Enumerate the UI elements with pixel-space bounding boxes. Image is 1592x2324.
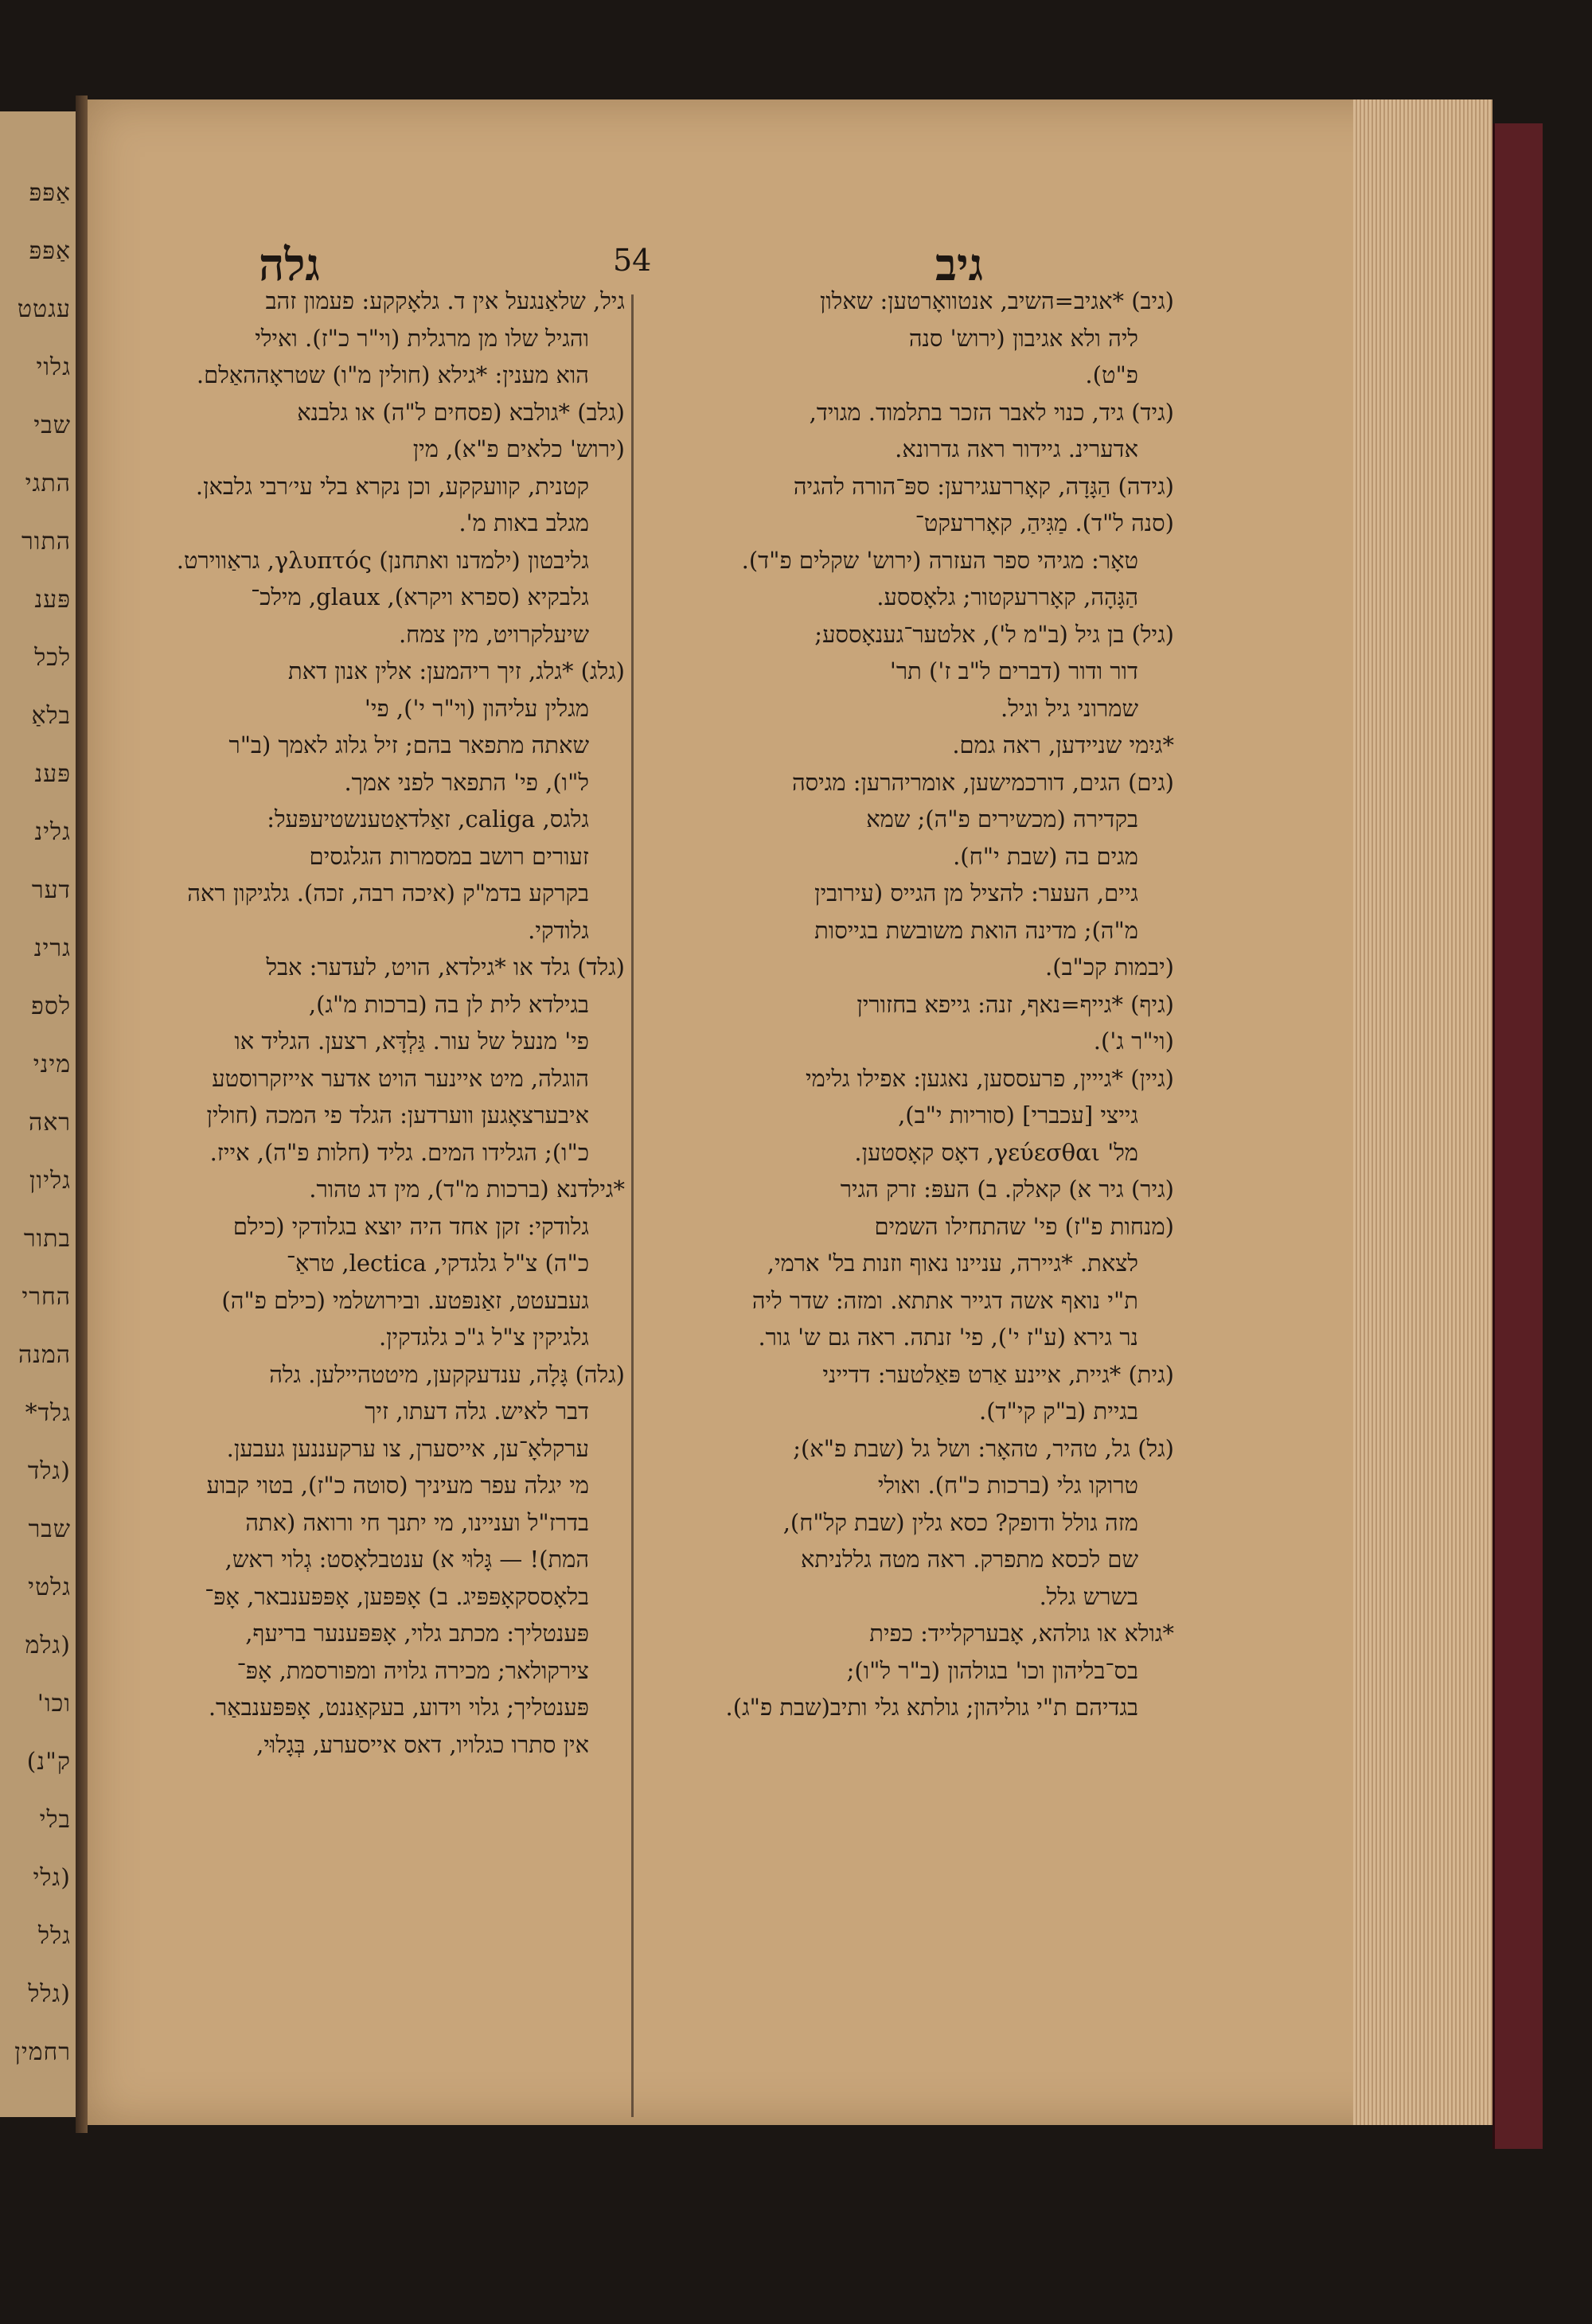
right-column-line: בגדיהם ת"י גוליהון; גולתא גלי ותיב(שבת פ"ג). <box>725 1694 1138 1721</box>
left-column-line: כ"ה) צ"ל גלגדקי, lectica, טראַ־ <box>286 1250 589 1277</box>
margin-fragment: מיני <box>33 1051 71 1078</box>
left-column-line: קטנית, קוועקקע, וכן נקרא בלי עי׳רבי גלבאן. <box>195 472 589 500</box>
left-column-line: געבעטט, זאַנפּטע. ובירושלמי (כילם פ"ה) <box>221 1286 589 1314</box>
left-column-line: דבר לאיש. גלה דעתו, זיך <box>365 1398 589 1425</box>
right-column-line: גייצי [עכברי] (סוריות י"ב), <box>898 1102 1138 1129</box>
right-column-line: (סנה ל"ד). מַגִּיהַ, קאָררעקט־ <box>915 509 1174 536</box>
margin-fragment: שבר <box>28 1515 71 1543</box>
margin-fragment: (גלמ <box>25 1632 71 1659</box>
left-column-line: איבערצאָגען ווערדען: הגלד פי המכה (חולין <box>206 1102 589 1129</box>
margin-fragment: אַפּפּ <box>29 179 71 207</box>
left-column-line: ל"ו), פי' התפאר לפני אמך. <box>344 768 589 796</box>
left-column-line: כ"ו); הגלידו המים. גליד (חלות פ"ה), אייז. <box>209 1138 589 1166</box>
margin-fragment: גלוי <box>36 353 71 381</box>
margin-fragment: בתור <box>23 1225 71 1253</box>
left-column-line: (ירוש' כלאים פ"א), מין <box>412 435 625 462</box>
page-stack-edge <box>1353 99 1492 2125</box>
margin-fragment: (גלל <box>28 1980 71 2008</box>
left-column-line: המת)! — גָּלוּי א) ענטבלאָסט: גְלוי ראש, <box>224 1546 589 1573</box>
left-column-line: שיעלקרויט, מין צמח. <box>398 620 589 648</box>
right-column-line: דור ודור (דברים ל"ב ז') תר' <box>889 657 1138 684</box>
margin-fragment: בלי <box>39 1806 71 1834</box>
left-column-line: גלודקי. <box>528 916 589 944</box>
left-column-line: פּענטליך: מכתב גלוי, אָפּפּענער בריעף, <box>245 1620 589 1647</box>
left-column-line: בקרקע בדמ"ק (איכה רבה, זכה). גלגיקון ראה <box>187 879 589 907</box>
right-column-line: (גל) גל, טהיר, טהאָר: ושל גל (שבת פ"א); <box>793 1434 1174 1462</box>
right-column-line: (וי"ר ג'). <box>1093 1027 1174 1055</box>
right-column-line: טאָר: מגיהי ספר העזרה (ירוש' שקלים פ"ד). <box>741 546 1138 574</box>
book-gutter <box>76 96 88 2133</box>
left-column-line: בדרז"ל ועניינו, מי יתנך חי ורואה (אתה <box>245 1508 589 1536</box>
right-text-column <box>641 283 1174 1726</box>
right-column-line: אדערינ. גיידור ראה גדרונא. <box>895 435 1138 462</box>
right-column-line: (גיין) *גייין, פרעססען, נאגען: אפילו גלימי <box>806 1064 1174 1092</box>
left-column-line: גלודקי: זקן אחד היה יוצא בגלודקי (כילם <box>232 1212 589 1240</box>
margin-fragment: גרינ <box>33 934 71 962</box>
right-column-line: (מנחות פ"ז) פי' שהתחילו השמים <box>874 1212 1174 1240</box>
margin-fragment: עגטט <box>17 295 71 323</box>
right-column-line: בס־בליהון וכו' בגולהון (ב"ר ל"ו); <box>846 1656 1138 1684</box>
book-cover-binding <box>1492 123 1543 2149</box>
margin-fragment: ק"נ) <box>26 1748 71 1776</box>
right-column-line: פ"ט). <box>1085 361 1138 388</box>
margin-fragment: גלל <box>38 1922 71 1950</box>
right-column-line: גיים, העער: להציל מן הגייס (עירובין <box>814 879 1138 907</box>
left-column-line: פּענטליך; גלוי וידוע, בעקאַננט, אָפּפּענבאַר. <box>208 1694 589 1721</box>
right-column-line: מל' γεύεσθαι, דאָס קאָסטען. <box>854 1138 1138 1166</box>
right-column-line: מזה גולל ודופק? כסא גלין (שבת קל"ח), <box>782 1508 1138 1536</box>
left-column-line: גלבקיא (ספרא ויקרא), glaux, מילכ־ <box>251 583 589 610</box>
right-column-line: (גיל) בן גיל (ב"מ ל'), אלטער־גענאָססע; <box>814 620 1174 648</box>
right-column-line: (יבמות קכ"ב). <box>1045 953 1174 981</box>
left-column-line: והגיל שלו מן מרגלית (וי"ר כ"ז). ואילי <box>255 324 589 352</box>
page-number: 54 <box>613 243 652 278</box>
right-column-line: בגיית (ב"ק קי"ד). <box>979 1398 1138 1425</box>
left-column-line: מגלין עליהון (וי"ר י'), פי' <box>364 694 589 722</box>
margin-fragment: גליון <box>29 1167 71 1195</box>
left-column-line: הוגלה, מיט איינער הויט אדער אייזקרוסטע <box>212 1064 589 1092</box>
left-text-column <box>96 283 625 1763</box>
margin-fragment: (גלי <box>33 1864 71 1892</box>
margin-fragment: רחמין <box>14 2038 71 2066</box>
left-column-line: (גלה) גָּלָה, ענדעקקען, מיטטהיילען. גלה <box>269 1360 625 1388</box>
previous-page-edge <box>0 111 80 2117</box>
right-column-line: הַגָּהָה, קאָררעקטור; גלאָססע. <box>876 583 1138 610</box>
margin-fragment: וכו' <box>37 1690 71 1718</box>
margin-fragment: (גלד <box>27 1457 71 1485</box>
left-column-line: גיל, שלאַנגעל אין ד. גלאָקקע: פעמון זהב <box>265 287 625 314</box>
right-column-line: (גיר) גיר א) קאלק. ב) העפּ: זרק הגיר <box>840 1176 1174 1203</box>
left-column-line: אין סתרו כגלויו, דאס אייסערע, בְּגָלוּי, <box>256 1730 589 1758</box>
right-column-line: בשרש גלל. <box>1039 1582 1138 1610</box>
right-column-line: ת"י נואף אשה דגייר אתתא. ומזה: שדר ליה <box>751 1286 1138 1314</box>
left-column-line: גלגס, caliga, זאַלדאַטענשטיעפּעל: <box>267 805 589 833</box>
right-column-line: (גיף) *גייף=נאף, זנה: גייפא בחזורין <box>856 990 1174 1018</box>
margin-fragment: פּענ <box>34 586 71 614</box>
right-column-line: טרוקו גלי (ברכות כ"ח). ואולי <box>877 1472 1138 1499</box>
left-column-line: בלאָססקאָפּפּיג. ב) אָפּפּען, אָפּפּענבאר, אָפּ־ <box>205 1582 589 1610</box>
left-column-line: ערקלאָ־ען, אייסערן, צו ערקעננען געבען. <box>226 1434 589 1462</box>
left-column-line: (גלב) *גולבא (פסחים ל"ה) או גלבנא <box>297 398 625 426</box>
margin-fragment: שבי <box>33 411 71 439</box>
left-column-line: זעורים רושב במסמרות הגלגסים <box>309 842 589 870</box>
right-column-line: (גיד) גיד, כנוי לאבר הזכר בתלמוד. מגויד, <box>809 398 1174 426</box>
right-column-line: ליה ולא אגיבון (ירוש' סנה <box>908 324 1138 352</box>
left-header-word: גלה <box>259 239 320 291</box>
left-column-line: פי' מנעל של עור. גַּלְדָּא, רצען. הגליד או <box>234 1027 589 1055</box>
margin-fragment: בלאַ <box>31 702 71 730</box>
right-column-line: שמרוני גיל וגיל. <box>1001 694 1138 722</box>
left-column-line: צירקולאר; מכירה גלויה ומפורסמת, אָפּ־ <box>236 1656 589 1684</box>
margin-fragment: גלטי <box>28 1573 71 1601</box>
left-column-line: מי יגלה עפר מעיניך (סוטה כ"ז), בטוי קבוע <box>206 1472 589 1499</box>
margin-fragment: לספ <box>31 992 71 1020</box>
right-column-line: (גיב) *אגיב=השיב, אנטוואָרטען: שאלון <box>819 287 1174 314</box>
margin-fragment: ראה <box>29 1109 71 1137</box>
right-column-line: בקדירה (מכשירים פ"ה); שמא <box>866 805 1138 833</box>
right-column-line: *גיִמי שניידען, ראה גמם. <box>952 731 1174 758</box>
margin-fragment: לכל <box>34 644 71 672</box>
margin-fragment: פּענ <box>34 760 71 788</box>
right-column-line: (גידה) הַגָּדָה, קאָררעגירען: ספּ־הורה להגיה <box>793 472 1174 500</box>
left-column-line: *גילדנא (ברכות מ"ד), מין דג טהור. <box>309 1176 625 1203</box>
right-column-line: *גולא או גולהא, אָבערקלייד: כפית <box>869 1620 1174 1647</box>
left-column-line: (גלד) גלד או *גילדא, הויט, לעדער: אבל <box>266 953 625 981</box>
margin-fragment: גלינ <box>34 818 71 846</box>
left-column-line: (גלג) *גלג, זיך ריהמען: אלין אנון דאת <box>288 657 625 684</box>
left-column-line: מגלב באות מ'. <box>458 509 589 536</box>
left-column-line: הוא מענין: *גילא (חולין מ"ו) שטראָההאַלם. <box>196 361 589 388</box>
column-divider <box>631 294 634 2117</box>
left-column-line: גלגיקין צ"ל ג"כ גלגדקין. <box>378 1324 589 1351</box>
margin-fragment: דער <box>31 876 71 904</box>
margin-fragment: התגי <box>25 470 71 497</box>
right-column-line: מגים בה (שבת י"ח). <box>953 842 1138 870</box>
right-column-line: מ"ה); מדינה הואת משובשת בגייסות <box>814 916 1138 944</box>
right-column-line: שם לכסא מתפרק. ראה מטה גללניתא <box>801 1546 1138 1573</box>
right-column-line: לצאת. *גיירה, עניינו נאוף וזנות בל' ארמי, <box>767 1250 1138 1277</box>
right-column-line: (גית) *גיית, איינע אַרט פּאַלטער: דדייני <box>822 1360 1174 1388</box>
margin-fragment: גלד* <box>25 1399 71 1427</box>
left-column-line: שאתה מתפאר בהם; זיל גלוג לאמך (ב"ר <box>228 731 589 758</box>
margin-fragment: התור <box>21 528 71 556</box>
right-column-line: נר גירא (ע"ז י'), פי' זנתה. ראה גם ש' גור. <box>758 1324 1138 1351</box>
left-column-line: גליבטון (ילמדנו ואתחנן) γλυπτός, גראַווירט. <box>176 546 589 574</box>
margin-fragment: המנה <box>18 1341 71 1369</box>
right-column-line: (גים) הגים, דורכמישען, אומריהרען: מגיסה <box>792 768 1174 796</box>
margin-fragment: החרי <box>21 1283 71 1311</box>
margin-fragment: אַפּפּ <box>29 237 71 265</box>
left-column-line: בגילדא לית לן בה (ברכות מ"ג), <box>308 990 589 1018</box>
right-header-word: גיב <box>935 239 984 291</box>
